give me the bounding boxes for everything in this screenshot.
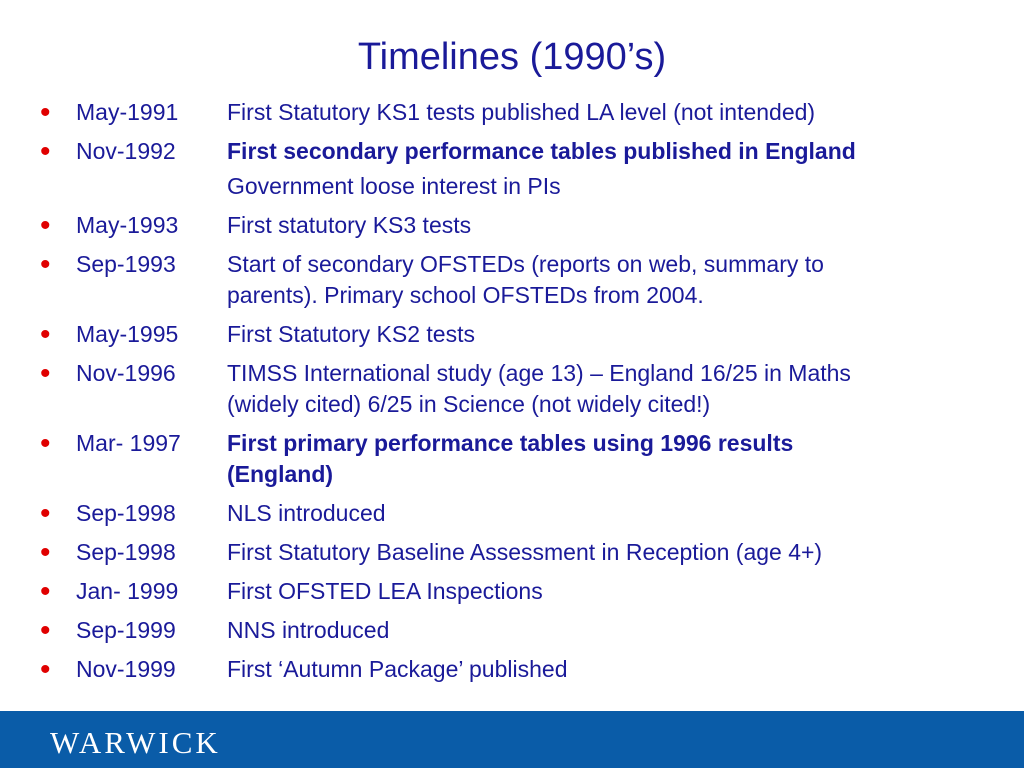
timeline-item <box>38 498 1018 529</box>
timeline-text-continued: (England) <box>227 461 334 487</box>
timeline-date: May-1991 <box>76 99 179 125</box>
footer-bar <box>0 711 1024 768</box>
timeline-text: Government loose interest in PIs <box>227 173 561 199</box>
bullet-icon: • <box>40 248 51 281</box>
timeline-item <box>38 654 1018 685</box>
timeline-item <box>38 249 1018 311</box>
timeline-date: Sep-1998 <box>76 500 176 526</box>
timeline-text: First secondary performance tables published in England <box>227 138 856 164</box>
timeline-text: NLS introduced <box>227 500 386 526</box>
timeline-item <box>38 319 1018 350</box>
timeline-text: First primary performance tables using 1996 results <box>227 430 794 456</box>
timeline-text-continued: parents). Primary school OFSTEDs from 2004. <box>227 282 704 308</box>
timeline-text: Start of secondary OFSTEDs (reports on web, summary to <box>227 251 824 277</box>
timeline-date: Sep-1993 <box>76 251 176 277</box>
bullet-icon: • <box>40 357 51 390</box>
timeline-item <box>38 576 1018 607</box>
bullet-icon: • <box>40 318 51 351</box>
timeline-text: First OFSTED LEA Inspections <box>227 578 543 604</box>
timeline-item <box>38 428 1018 490</box>
timeline-item <box>38 615 1018 646</box>
timeline-item <box>38 136 1018 167</box>
bullet-icon: • <box>40 497 51 530</box>
bullet-icon: • <box>40 536 51 569</box>
bullet-icon: • <box>40 209 51 242</box>
timeline-date: Nov-1996 <box>76 360 176 386</box>
timeline-text: First Statutory KS1 tests published LA level (not intended) <box>227 99 816 125</box>
warwick-logo: WARWICK <box>50 725 221 760</box>
timeline-date: May-1995 <box>76 321 179 347</box>
timeline-item <box>38 358 1018 420</box>
timeline-item <box>38 537 1018 568</box>
bullet-icon: • <box>40 135 51 168</box>
timeline-date: Sep-1999 <box>76 617 176 643</box>
bullet-icon: • <box>40 614 51 647</box>
timeline-subitem <box>38 171 1018 202</box>
timeline-text: TIMSS International study (age 13) – England 16/25 in Maths <box>227 360 851 386</box>
slide-title: Timelines (1990’s) <box>357 36 667 78</box>
timeline-date: Nov-1999 <box>76 656 176 682</box>
timeline-text: First statutory KS3 tests <box>227 212 472 238</box>
timeline-item <box>38 97 1018 128</box>
timeline-date: Jan- 1999 <box>76 578 179 604</box>
timeline-date: Sep-1998 <box>76 539 176 565</box>
bullet-icon: • <box>40 575 51 608</box>
timeline-text: First Statutory KS2 tests <box>227 321 475 347</box>
timeline-date: Nov-1992 <box>76 138 176 164</box>
timeline-item <box>38 210 1018 241</box>
bullet-icon: • <box>40 653 51 686</box>
timeline-date: May-1993 <box>76 212 179 238</box>
timeline-date: Mar- 1997 <box>76 430 181 456</box>
timeline-text: First Statutory Baseline Assessment in Reception (age 4+) <box>227 539 823 565</box>
timeline-list <box>38 97 1018 693</box>
timeline-text: NNS introduced <box>227 617 390 643</box>
timeline-text: First ‘Autumn Package’ published <box>227 656 568 682</box>
bullet-icon: • <box>40 427 51 460</box>
bullet-icon: • <box>40 96 51 129</box>
timeline-text-continued: (widely cited) 6/25 in Science (not widely cited!) <box>227 391 711 417</box>
